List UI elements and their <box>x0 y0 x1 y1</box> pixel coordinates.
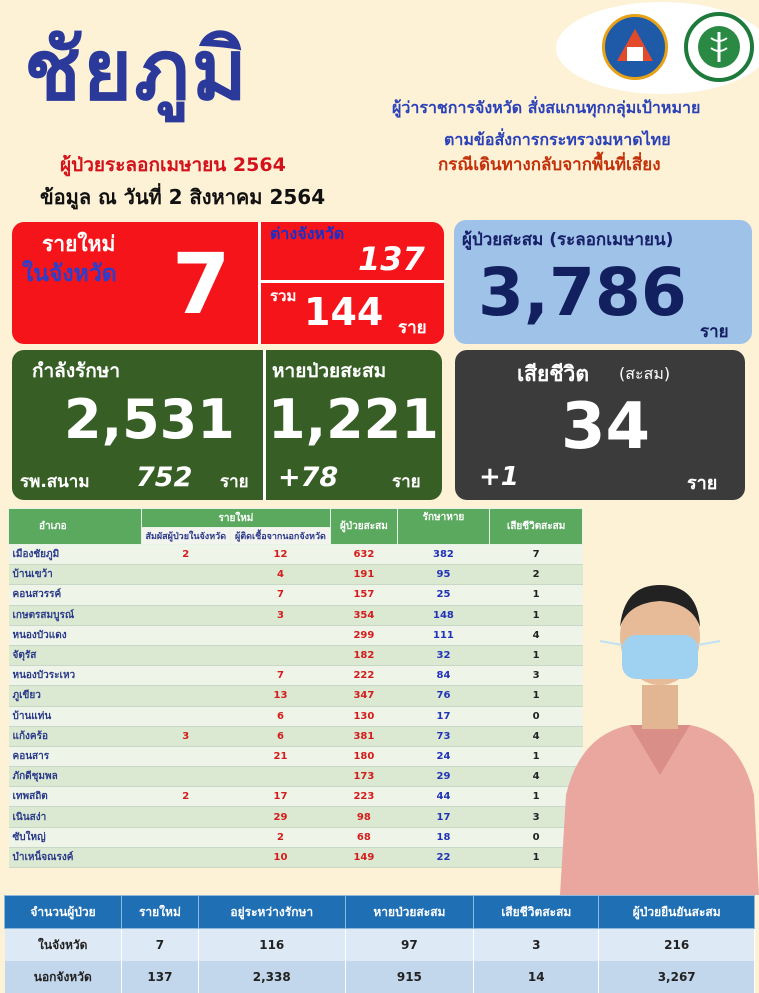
summary-row <box>5 961 755 993</box>
treatment-panel <box>12 350 442 500</box>
table-row <box>9 605 583 625</box>
divider-vertical <box>258 222 261 344</box>
contact-count <box>141 645 230 665</box>
death-count: 4 <box>490 625 583 645</box>
summary-cell: 3,267 <box>599 961 755 993</box>
cumulative-count: 222 <box>331 666 397 686</box>
wave-subtitle: ผู้ป่วยระลอกเมษายน 2564 <box>60 150 286 180</box>
recovered-label: หายป่วยสะสม <box>272 356 386 386</box>
district-name: เมืองชัยภูมิ <box>9 545 142 565</box>
outside-count: 7 <box>230 666 330 686</box>
governor-notice-line2: ตามข้อสั่งการกระทรวงมหาดไทย <box>444 128 671 153</box>
outside-count: 10 <box>230 847 330 867</box>
cumulative-count: 149 <box>331 847 397 867</box>
treating-label: กำลังรักษา <box>32 356 120 386</box>
recovered-count: 17 <box>397 706 490 726</box>
accumulated-value: 3,786 <box>478 254 687 331</box>
outside-count: 6 <box>230 726 330 746</box>
summary-row-label: นอกจังหวัด <box>5 961 122 993</box>
district-name: จัตุรัส <box>9 645 142 665</box>
field-hospital-label: รพ.สนาม <box>20 468 90 495</box>
cumulative-count: 180 <box>331 746 397 766</box>
governor-notice-line3: กรณีเดินทางกลับจากพื้นที่เสี่ยง <box>438 151 661 178</box>
outside-count: 2 <box>230 827 330 847</box>
summary-table-body <box>5 929 755 993</box>
deaths-panel <box>455 350 745 500</box>
summary-col-header: รายใหม่ <box>122 896 199 929</box>
death-count: 7 <box>490 545 583 565</box>
table-row <box>9 746 583 766</box>
new-cases-panel <box>12 222 444 344</box>
district-name: คอนสาร <box>9 746 142 766</box>
contact-count <box>141 585 230 605</box>
page-title: ชัยภูมิ <box>24 2 249 136</box>
other-province-value: 137 <box>358 240 425 278</box>
accumulated-unit: ราย <box>700 318 729 345</box>
recovered-count: 148 <box>397 605 490 625</box>
table-row <box>9 827 583 847</box>
death-count: 1 <box>490 645 583 665</box>
divider-horizontal <box>261 280 444 283</box>
contact-count <box>141 767 230 787</box>
district-name: หนองบัวแดง <box>9 625 142 645</box>
cumulative-count: 68 <box>331 827 397 847</box>
total-unit: ราย <box>398 314 427 341</box>
contact-count <box>141 625 230 645</box>
outside-count: 3 <box>230 605 330 625</box>
outside-count <box>230 625 330 645</box>
deaths-label: เสียชีวิต <box>517 358 589 391</box>
table-row <box>9 666 583 686</box>
summary-cell: 137 <box>122 961 199 993</box>
summary-col-header: ผู้ป่วยยืนยันสะสม <box>599 896 755 929</box>
provincial-seal-icon <box>602 14 668 80</box>
outside-count: 6 <box>230 706 330 726</box>
death-count: 1 <box>490 686 583 706</box>
recovered-count: 18 <box>397 827 490 847</box>
cumulative-count: 381 <box>331 726 397 746</box>
contact-count: 2 <box>141 545 230 565</box>
summary-row-label: ในจังหวัด <box>5 929 122 962</box>
contact-count <box>141 605 230 625</box>
table-row <box>9 686 583 706</box>
outside-count: 7 <box>230 585 330 605</box>
death-count: 2 <box>490 565 583 585</box>
col-new: รายใหม่ <box>141 509 330 528</box>
cumulative-count: 347 <box>331 686 397 706</box>
deaths-label-sub: (สะสม) <box>619 362 670 387</box>
summary-cell: 14 <box>474 961 599 993</box>
death-count: 1 <box>490 746 583 766</box>
cumulative-count: 173 <box>331 767 397 787</box>
recovered-count: 24 <box>397 746 490 766</box>
cumulative-count: 354 <box>331 605 397 625</box>
contact-count: 2 <box>141 787 230 807</box>
contact-count <box>141 807 230 827</box>
col-outside: ผู้ติดเชื้อจากนอกจังหวัด <box>230 528 330 545</box>
death-count: 1 <box>490 605 583 625</box>
recovered-count: 25 <box>397 585 490 605</box>
recovered-count: 44 <box>397 787 490 807</box>
district-name: เนินสง่า <box>9 807 142 827</box>
divider-vertical <box>263 350 266 500</box>
death-count: 4 <box>490 726 583 746</box>
treating-value: 2,531 <box>64 388 235 451</box>
district-name: หนองบัวระเหว <box>9 666 142 686</box>
summary-row <box>5 929 755 962</box>
cumulative-count: 182 <box>331 645 397 665</box>
recovered-count: 22 <box>397 847 490 867</box>
outside-count: 13 <box>230 686 330 706</box>
new-cases-label: รายใหม่ <box>42 228 115 261</box>
death-count: 1 <box>490 847 583 867</box>
summary-table <box>4 895 755 993</box>
col-deaths: เสียชีวิตสะสม <box>490 509 583 545</box>
table-row <box>9 585 583 605</box>
outside-count: 21 <box>230 746 330 766</box>
district-name: บ้านแท่น <box>9 706 142 726</box>
summary-cell: 116 <box>198 929 345 962</box>
district-name: ภักดีชุมพล <box>9 767 142 787</box>
table-row <box>9 847 583 867</box>
table-row <box>9 645 583 665</box>
cumulative-count: 191 <box>331 565 397 585</box>
summary-col-header: อยู่ระหว่างรักษา <box>198 896 345 929</box>
recovered-value: 1,221 <box>268 388 439 451</box>
district-name: เกษตรสมบูรณ์ <box>9 605 142 625</box>
recovered-count: 73 <box>397 726 490 746</box>
field-hospital-unit: ราย <box>220 468 249 495</box>
death-count: 1 <box>490 585 583 605</box>
contact-count <box>141 565 230 585</box>
field-hospital-value: 752 <box>136 462 192 493</box>
table-row <box>9 726 583 746</box>
provincial-seal-graphic <box>605 17 665 77</box>
district-name: ซับใหญ่ <box>9 827 142 847</box>
contact-count <box>141 686 230 706</box>
deaths-delta: +1 <box>479 462 519 492</box>
recovered-count: 29 <box>397 767 490 787</box>
table-row <box>9 787 583 807</box>
cumulative-count: 632 <box>331 545 397 565</box>
district-name: บำเหน็จณรงค์ <box>9 847 142 867</box>
face-mask-shape <box>622 635 698 679</box>
governor-photo <box>560 575 759 895</box>
district-name: คอนสวรรค์ <box>9 585 142 605</box>
death-count: 3 <box>490 807 583 827</box>
cumulative-count: 223 <box>331 787 397 807</box>
contact-count: 3 <box>141 726 230 746</box>
summary-cell: 3 <box>474 929 599 962</box>
recovered-unit: ราย <box>392 468 421 495</box>
col-cumulative: ผู้ป่วยสะสม <box>331 509 397 545</box>
summary-col-header: จำนวนผู้ป่วย <box>5 896 122 929</box>
table-row <box>9 565 583 585</box>
accumulated-panel <box>454 220 752 344</box>
col-recovered: รักษาหาย <box>397 509 490 545</box>
outside-count: 4 <box>230 565 330 585</box>
total-value: 144 <box>304 290 383 334</box>
contact-count <box>141 847 230 867</box>
summary-cell: 7 <box>122 929 199 962</box>
table-row <box>9 706 583 726</box>
death-count: 4 <box>490 767 583 787</box>
outside-count <box>230 767 330 787</box>
table-row <box>9 625 583 645</box>
col-contact: สัมผัสผู้ป่วยในจังหวัด <box>141 528 230 545</box>
death-count: 0 <box>490 827 583 847</box>
contact-count <box>141 666 230 686</box>
in-province-value: 7 <box>172 234 230 334</box>
recovered-count: 382 <box>397 545 490 565</box>
outside-count: 29 <box>230 807 330 827</box>
outside-count <box>230 645 330 665</box>
cumulative-count: 157 <box>331 585 397 605</box>
outside-count: 17 <box>230 787 330 807</box>
death-count: 1 <box>490 787 583 807</box>
accumulated-label: ผู้ป่วยสะสม (ระลอกเมษายน) <box>462 226 673 253</box>
outside-count: 12 <box>230 545 330 565</box>
other-province-label: ต่างจังหวัด <box>270 222 344 247</box>
district-table-body <box>9 545 583 868</box>
cumulative-count: 299 <box>331 625 397 645</box>
district-name: เทพสถิต <box>9 787 142 807</box>
summary-col-header: เสียชีวิตสะสม <box>474 896 599 929</box>
recovered-count: 32 <box>397 645 490 665</box>
summary-cell: 216 <box>599 929 755 962</box>
summary-cell: 915 <box>345 961 474 993</box>
table-row <box>9 807 583 827</box>
total-label: รวม <box>270 284 296 308</box>
governor-notice-line1: ผู้ว่าราชการจังหวัด สั่งสแกนทุกกลุ่มเป้าหมาย <box>392 96 700 121</box>
neck-shape <box>642 685 678 729</box>
contact-count <box>141 827 230 847</box>
district-name: บ้านเขว้า <box>9 565 142 585</box>
deaths-unit: ราย <box>687 468 717 497</box>
recovered-count: 95 <box>397 565 490 585</box>
summary-col-header: หายป่วยสะสม <box>345 896 474 929</box>
district-table <box>8 508 583 868</box>
contact-count <box>141 746 230 766</box>
death-count: 3 <box>490 666 583 686</box>
ministry-of-public-health-seal-icon <box>684 12 754 82</box>
data-date: ข้อมูล ณ วันที่ 2 สิงหาคม 2564 <box>40 181 325 213</box>
summary-cell: 97 <box>345 929 474 962</box>
table-row <box>9 767 583 787</box>
recovered-delta: +78 <box>278 462 338 493</box>
recovered-count: 76 <box>397 686 490 706</box>
recovered-count: 17 <box>397 807 490 827</box>
summary-cell: 2,338 <box>198 961 345 993</box>
district-name: ภูเขียว <box>9 686 142 706</box>
summary-header-row <box>5 896 755 929</box>
in-province-label: ในจังหวัด <box>22 256 117 292</box>
death-count: 0 <box>490 706 583 726</box>
district-name: แก้งคร้อ <box>9 726 142 746</box>
contact-count <box>141 706 230 726</box>
recovered-count: 84 <box>397 666 490 686</box>
deaths-value: 34 <box>561 390 650 464</box>
cumulative-count: 98 <box>331 807 397 827</box>
cumulative-count: 130 <box>331 706 397 726</box>
caduceus-icon <box>698 26 740 68</box>
table-row <box>9 545 583 565</box>
col-district: อำเภอ <box>9 509 142 545</box>
recovered-count: 111 <box>397 625 490 645</box>
